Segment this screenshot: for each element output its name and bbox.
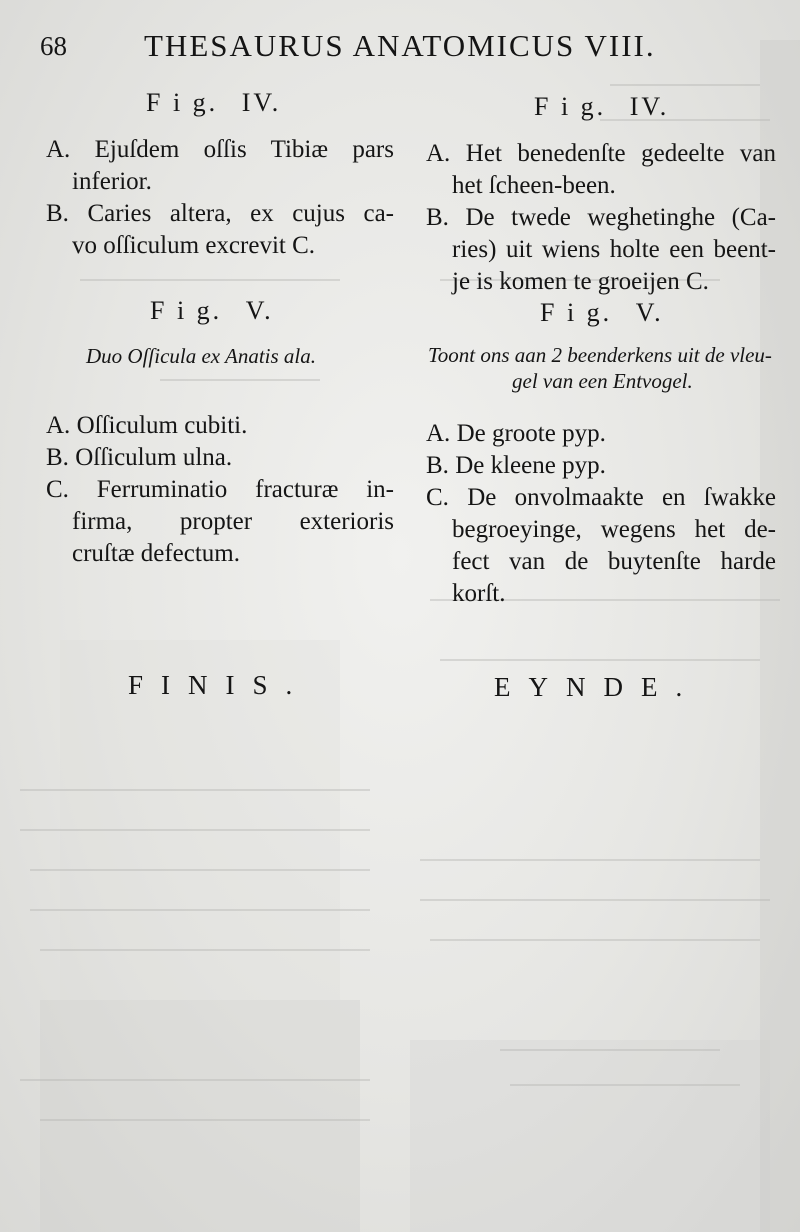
latin-fig5-caption: Duo Oſſicula ex Anatis ala. xyxy=(86,344,317,368)
latin-fig5-c-line3: cruſtæ defectum. xyxy=(72,540,240,567)
dutch-fig5-heading xyxy=(540,298,664,328)
latin-fig5-numeral: V. xyxy=(245,296,274,325)
latin-fig5-title: F i g. xyxy=(150,296,223,325)
dutch-fig5-caption-line2: gel van een Entvogel. xyxy=(512,369,693,393)
latin-fig4-a-text1: Ejuſdem oſſis Tibiæ pars xyxy=(94,136,394,163)
latin-fig5-c-text1: Ferruminatio fracturæ in- xyxy=(96,476,395,503)
dutch-fig4-b-line2: ries) uit wiens holte een beent- xyxy=(452,236,776,263)
dutch-fig4-item-a xyxy=(426,138,776,202)
latin-fig4-b-line2: vo oſſiculum excrevit C. xyxy=(72,232,316,259)
dutch-fig4-item-b xyxy=(426,202,776,298)
dutch-fig5-item-b xyxy=(426,450,776,482)
dutch-fig4-b-line3: je is komen te groeijen C. xyxy=(452,268,709,295)
dutch-end-word: EYNDE. xyxy=(494,672,701,702)
page-number: 68 xyxy=(40,31,67,61)
dutch-fig5-c-line3: fect van de buytenſte harde xyxy=(452,548,776,575)
latin-fig5-c-line1 xyxy=(46,474,394,506)
latin-fig4-item-a xyxy=(46,134,394,198)
dutch-fig4-a-text1: Het benedenſte gedeelte van xyxy=(465,140,776,167)
latin-fig5-a-label: A. xyxy=(46,412,71,439)
dutch-fig5-numeral: V. xyxy=(635,298,664,327)
latin-fig4-a-line2: inferior. xyxy=(72,168,152,195)
dutch-fig5-c-text1: De onvolmaakte en ſwakke xyxy=(467,484,776,511)
dutch-fig4-a-line1 xyxy=(426,138,776,170)
dutch-fig4-numeral: IV. xyxy=(629,92,670,121)
latin-fig4-a-line1 xyxy=(46,134,394,166)
latin-fig5-item-a xyxy=(46,410,394,442)
latin-fig5-b-label: B. xyxy=(46,444,69,471)
latin-fig4-b-text1: Caries altera, ex cujus ca- xyxy=(87,200,394,227)
dutch-fig4-a-label: A. xyxy=(426,140,451,167)
dutch-fig4-b-text1: De twede weghetinghe (Ca- xyxy=(465,204,776,231)
dutch-fig4-title: F i g. xyxy=(534,92,607,121)
dutch-fig5-b-label: B. xyxy=(426,452,449,479)
latin-fig4-title: F i g. xyxy=(146,88,219,117)
dutch-fig5-item-c xyxy=(426,482,776,610)
dutch-fig5-caption xyxy=(428,342,778,394)
latin-fig4-numeral: IV. xyxy=(241,88,282,117)
running-title: THESAURUS ANATOMICUS VIII. xyxy=(144,28,656,63)
dutch-fig4-a-line2: het ſcheen-been. xyxy=(452,172,616,199)
dutch-fig5-title: F i g. xyxy=(540,298,613,327)
latin-fig5-c-line2: firma, propter exterioris xyxy=(72,508,394,535)
dutch-fig5-a-text: De groote pyp. xyxy=(456,420,606,447)
latin-fig5-item-b xyxy=(46,442,394,474)
dutch-fig5-b-line1 xyxy=(426,450,776,482)
dutch-fig5-a-label: A. xyxy=(426,420,451,447)
dutch-fig5-b-text: De kleene pyp. xyxy=(455,452,606,479)
dutch-fig4-b-line1 xyxy=(426,202,776,234)
dutch-fig5-a-line1 xyxy=(426,418,776,450)
dutch-fig5-c-line1 xyxy=(426,482,776,514)
latin-fig4-b-label: B. xyxy=(46,200,69,227)
latin-fig5-a-line1 xyxy=(46,410,394,442)
latin-fig4-heading xyxy=(146,88,281,118)
latin-fig5-heading xyxy=(150,296,274,326)
dutch-fig4-b-label: B. xyxy=(426,204,449,231)
latin-fig5-a-text: Oſſiculum cubiti. xyxy=(76,412,248,439)
latin-fig5-b-line1 xyxy=(46,442,394,474)
latin-fig5-b-text: Oſſiculum ulna. xyxy=(75,444,233,471)
dutch-fig5-c-line2: begroeyinge, wegens het de- xyxy=(452,516,776,543)
latin-fig4-b-line1 xyxy=(46,198,394,230)
latin-fig4-item-b xyxy=(46,198,394,262)
dutch-fig4-heading xyxy=(534,92,669,122)
dutch-fig5-item-a xyxy=(426,418,776,450)
latin-fig5-c-label: C. xyxy=(46,476,69,503)
latin-fig5-item-c xyxy=(46,474,394,570)
latin-fig4-a-label: A. xyxy=(46,136,71,163)
dutch-fig5-c-label: C. xyxy=(426,484,449,511)
dutch-fig5-c-line4: korſt. xyxy=(452,580,506,607)
latin-end-word: FINIS. xyxy=(128,670,311,700)
dutch-fig5-caption-line1: Toont ons aan 2 beenderkens uit de vleu- xyxy=(428,343,772,367)
